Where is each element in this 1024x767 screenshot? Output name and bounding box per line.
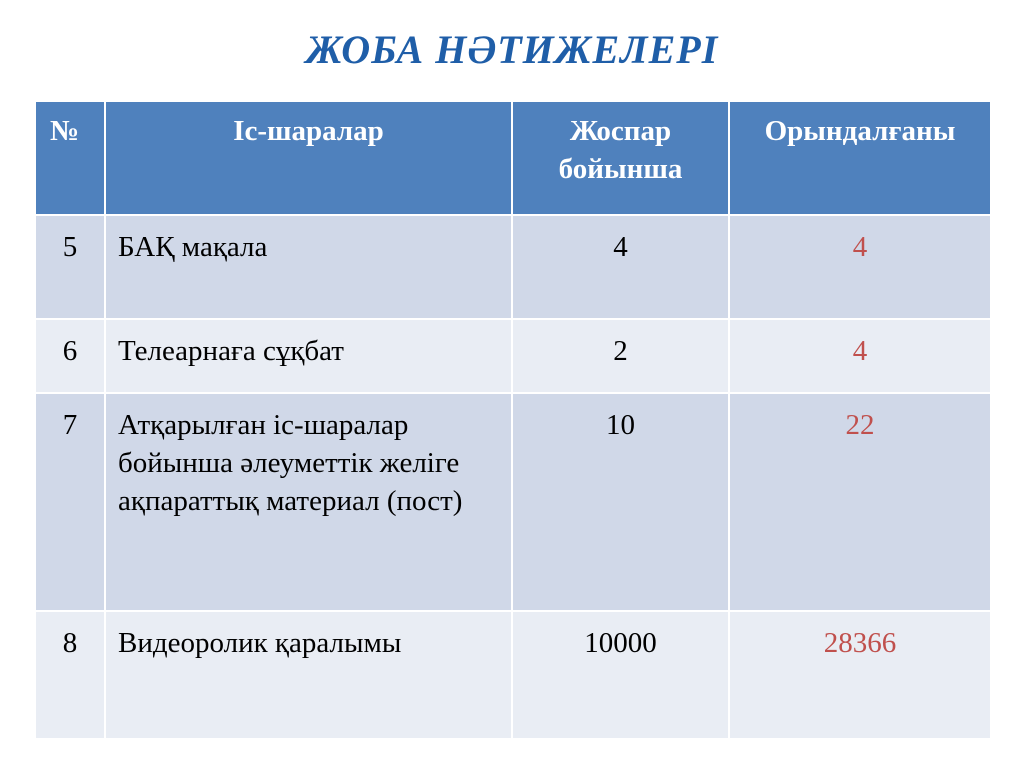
row-completed-value: 4 — [729, 215, 991, 319]
table-row — [35, 611, 991, 739]
table-row — [35, 319, 991, 393]
row-activity: Атқарылған іс-шаралар бойынша әлеуметтік желіге ақпараттық материал (пост) — [105, 393, 512, 611]
row-completed-value: 4 — [729, 319, 991, 393]
row-completed-value: 22 — [729, 393, 991, 611]
slide-title: ЖОБА НӘТИЖЕЛЕРІ — [305, 27, 719, 72]
row-plan-value: 2 — [512, 319, 729, 393]
row-plan-value: 4 — [512, 215, 729, 319]
row-number: 7 — [35, 393, 105, 611]
table-row — [35, 393, 991, 611]
row-number: 8 — [35, 611, 105, 739]
header-completed: Орындалғаны — [729, 101, 991, 215]
header-activities: Іс-шаралар — [105, 101, 512, 215]
row-plan-value: 10000 — [512, 611, 729, 739]
header-plan: Жоспар бойынша — [512, 101, 729, 215]
row-plan-value: 10 — [512, 393, 729, 611]
table-row — [35, 215, 991, 319]
table-header-row — [35, 101, 991, 215]
row-activity: БАҚ мақала — [105, 215, 512, 319]
row-number: 6 — [35, 319, 105, 393]
row-completed-value: 28366 — [729, 611, 991, 739]
row-activity: Телеарнаға сұқбат — [105, 319, 512, 393]
row-activity: Видеоролик қаралымы — [105, 611, 512, 739]
row-number: 5 — [35, 215, 105, 319]
results-table — [34, 100, 992, 740]
header-number: № — [35, 101, 105, 215]
